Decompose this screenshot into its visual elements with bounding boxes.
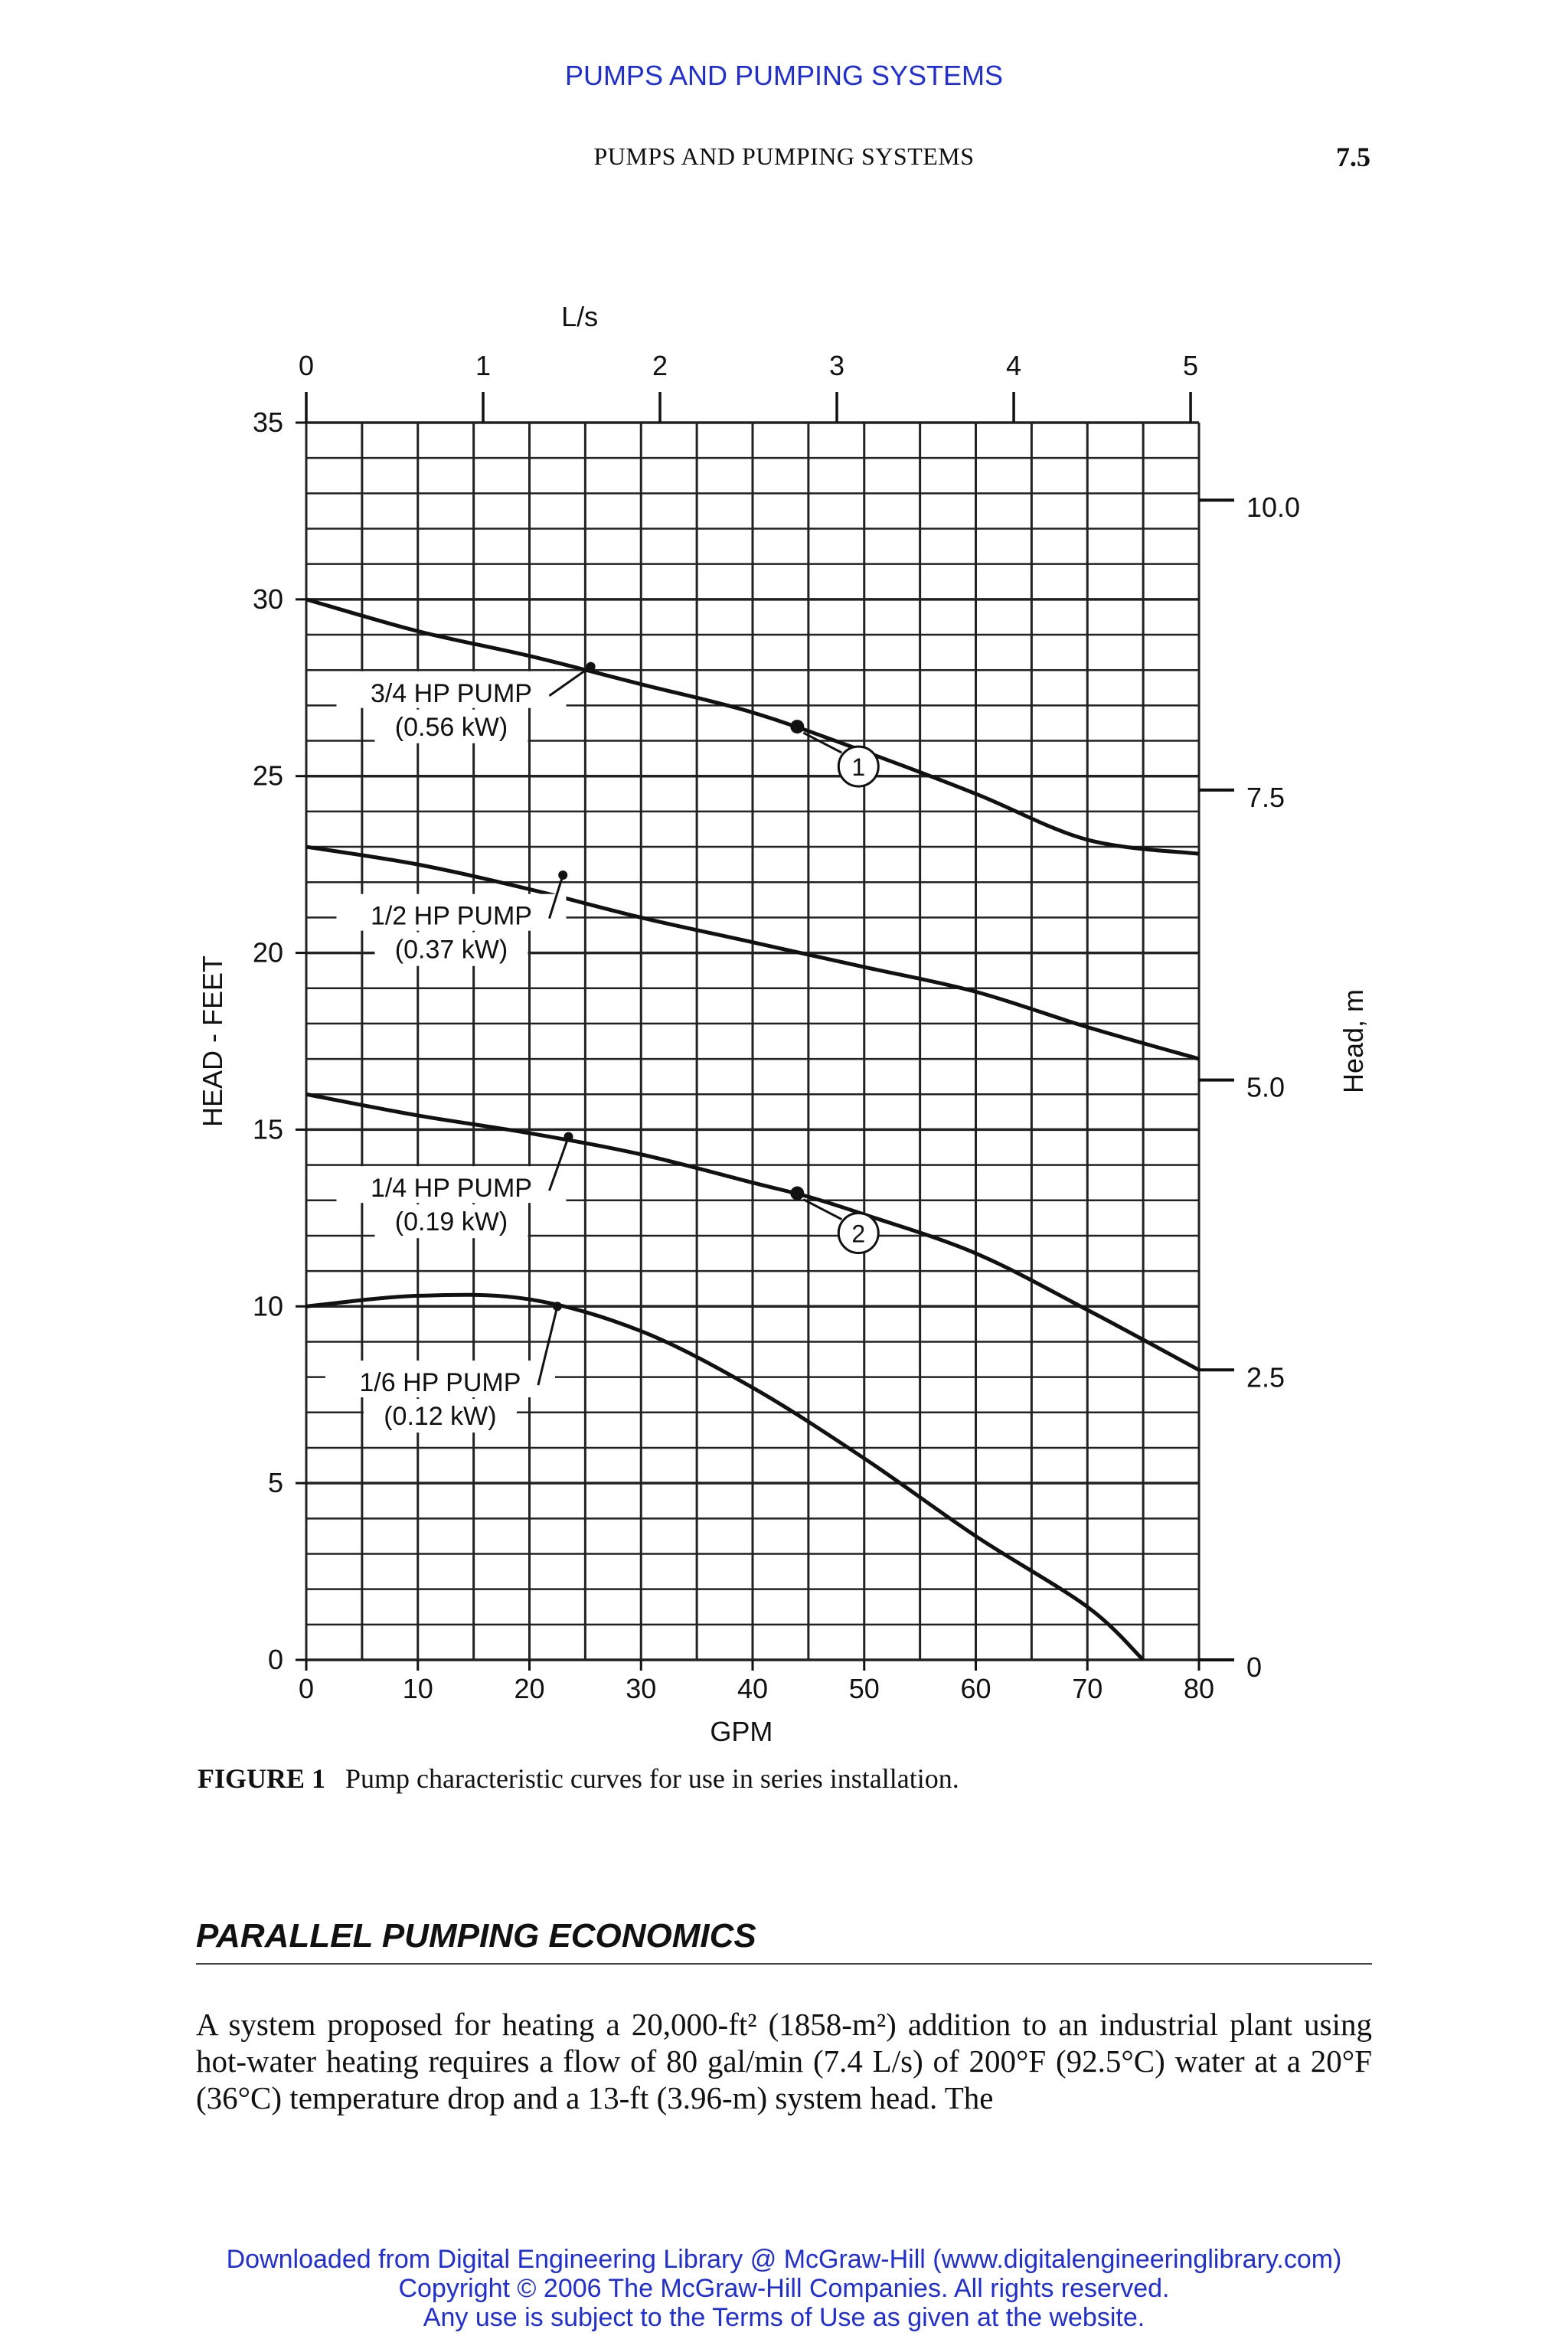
operating-point-label: 2 xyxy=(851,1220,866,1248)
x2-tick-label: 0 xyxy=(298,350,315,381)
y2-axis-label: Head, m xyxy=(1338,988,1369,1094)
section-title: PARALLEL PUMPING ECONOMICS xyxy=(196,1917,1372,1965)
y2-tick-label: 5.0 xyxy=(1246,1071,1285,1103)
page-number: 7.5 xyxy=(1336,142,1370,172)
curve-label-arrowhead xyxy=(564,1132,573,1142)
figure-caption-text: Pump characteristic curves for use in series installation. xyxy=(345,1763,959,1794)
y-tick-label: 30 xyxy=(252,583,283,615)
y-tick-label: 25 xyxy=(252,760,283,792)
x2-tick-label: 4 xyxy=(1006,350,1022,381)
x-tick-label: 40 xyxy=(737,1673,769,1704)
curve-label-arrowhead xyxy=(586,662,596,671)
x-tick-label: 60 xyxy=(960,1673,991,1704)
footer-line-1[interactable]: Downloaded from Digital Engineering Library @ McGraw-Hill (www.digitalengineeringlibrary.com) xyxy=(226,2245,1342,2274)
operating-point-2 xyxy=(790,1187,804,1200)
y2-tick-label: 10.0 xyxy=(1246,492,1301,524)
y-tick-label: 15 xyxy=(252,1113,283,1145)
y2-tick-label: 0 xyxy=(1246,1651,1263,1683)
x2-tick-label: 1 xyxy=(475,350,492,381)
curve-label-curve-1-6-hp-pump: 1/6 HP PUMP xyxy=(359,1368,521,1398)
x2-tick-label: 2 xyxy=(652,350,668,381)
x2-axis-label: L/s xyxy=(561,301,599,332)
x-axis-label: GPM xyxy=(710,1716,773,1746)
figure-caption xyxy=(198,1762,1377,1795)
running-head: PUMPS AND PUMPING SYSTEMS xyxy=(593,142,975,170)
x-tick-label: 10 xyxy=(402,1673,433,1704)
curve-label-curve-1-2-hp-pump: 1/2 HP PUMP xyxy=(370,901,532,931)
x2-tick-label: 3 xyxy=(829,350,845,381)
y2-tick-label: 7.5 xyxy=(1246,781,1285,813)
banner: PUMPS AND PUMPING SYSTEMS xyxy=(564,60,1004,91)
curve-sublabel-curve-1-6-hp-pump: (0.12 kW) xyxy=(384,1402,497,1432)
curve-label-arrowhead xyxy=(558,871,567,880)
x2-tick-label: 5 xyxy=(1183,350,1199,381)
y-tick-label: 35 xyxy=(252,407,283,438)
footer-line-3: Any use is subject to the Terms of Use as given at the website. xyxy=(423,2303,1145,2332)
curve-sublabel-curve-3-4-hp-pump: (0.56 kW) xyxy=(394,712,508,742)
y-tick-label: 10 xyxy=(252,1290,283,1322)
curve-sublabel-curve-1-4-hp-pump: (0.19 kW) xyxy=(394,1207,508,1237)
operating-point-label: 1 xyxy=(851,753,866,782)
curve-sublabel-curve-1-2-hp-pump: (0.37 kW) xyxy=(394,935,508,965)
curve-label-curve-1-4-hp-pump: 1/4 HP PUMP xyxy=(370,1174,532,1204)
curve-label-arrowhead xyxy=(553,1302,562,1311)
curve-label-curve-3-4-hp-pump: 3/4 HP PUMP xyxy=(370,678,532,708)
y-axis-label: HEAD - FEET xyxy=(197,955,228,1128)
footer-line-2: Copyright © 2006 The McGraw-Hill Companies. All rights reserved. xyxy=(398,2274,1170,2303)
x-tick-label: 70 xyxy=(1072,1673,1103,1704)
x-tick-label: 30 xyxy=(626,1673,657,1704)
y2-tick-label: 2.5 xyxy=(1246,1361,1285,1393)
x-tick-label: 20 xyxy=(514,1673,545,1704)
x-tick-label: 80 xyxy=(1183,1673,1215,1704)
operating-point-1 xyxy=(790,720,804,733)
pump-curve-chart xyxy=(0,291,1568,1746)
section-body: A system proposed for heating a 20,000-ft² (1858-m²) addition to an industrial plant using hot-water heating requires a flow of 80 gal/min (7.4 L/s) of 200°F (92.5°C) water at a 20°F (36°C) temperature drop and a 13-ft (3.96-m) system head. The xyxy=(196,2007,1372,2115)
curve-1-6-hp-pump xyxy=(306,1295,1143,1660)
y-tick-label: 5 xyxy=(267,1467,283,1499)
figure-label: FIGURE 1 xyxy=(198,1763,326,1794)
y-tick-label: 20 xyxy=(252,936,283,969)
footer xyxy=(0,2245,1568,2332)
x-tick-label: 0 xyxy=(298,1673,315,1704)
y-tick-label: 0 xyxy=(267,1644,283,1675)
x-tick-label: 50 xyxy=(848,1673,880,1704)
